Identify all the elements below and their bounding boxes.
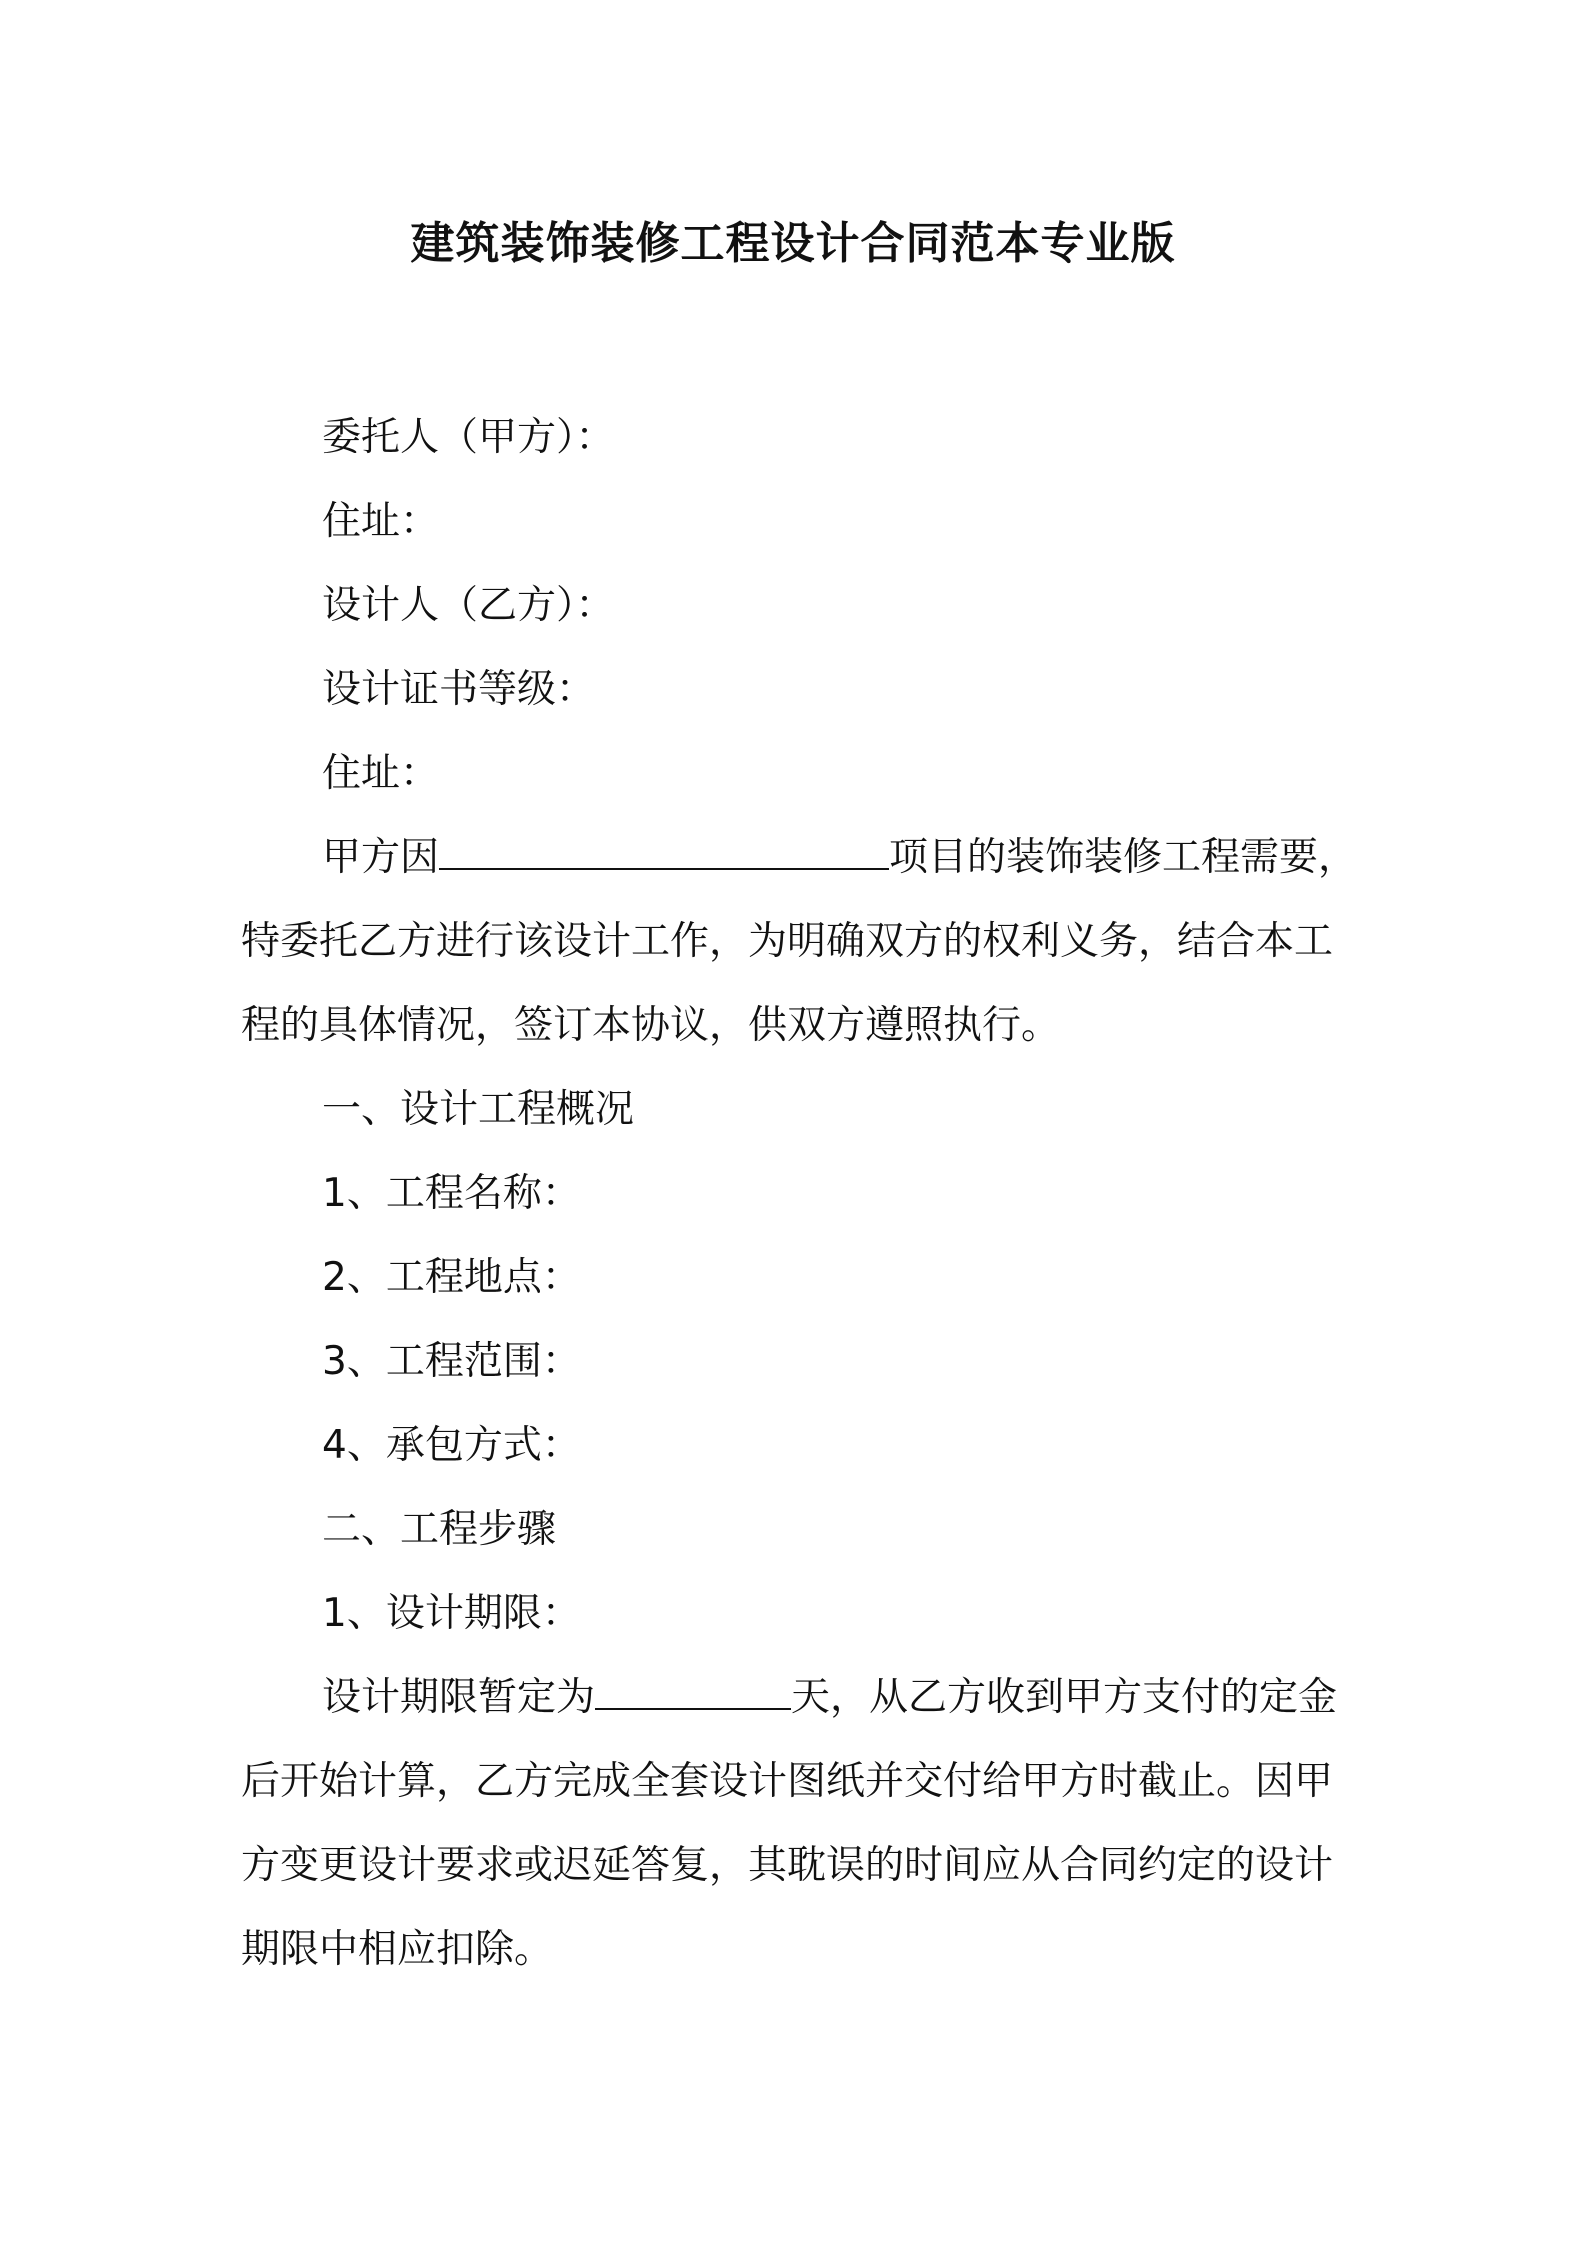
section-1-item-1: 1、工程名称： <box>322 1171 581 1216</box>
term-para-line-3: 方变更设计要求或迟延答复，其耽误的时间应从合同约定的设计 <box>241 1843 1334 1888</box>
intro-line-1 <box>322 830 1357 886</box>
section-1-heading: 一、设计工程概况 <box>322 1087 635 1132</box>
party-b-address-label: 住址： <box>322 751 440 796</box>
intro-line-2: 特委托乙方进行该设计工作，为明确双方的权利义务，结合本工 <box>241 919 1334 964</box>
document-title: 建筑装饰装修工程设计合同范本专业版 <box>410 218 1176 269</box>
intro-lead: 甲方因 <box>322 835 440 880</box>
term-para-line-4: 期限中相应扣除。 <box>241 1927 554 1972</box>
section-2-heading: 二、工程步骤 <box>322 1507 557 1552</box>
intro-after-blank: 项目的装饰装修工程需要， <box>889 835 1358 880</box>
party-a-label: 委托人（甲方）： <box>322 415 615 460</box>
days-blank <box>595 1672 791 1710</box>
term-para-line-1 <box>322 1670 1337 1726</box>
party-a-address-label: 住址： <box>322 499 440 544</box>
party-b-label: 设计人（乙方）： <box>322 583 615 628</box>
section-1-item-2: 2、工程地点： <box>322 1255 581 1300</box>
term-after-blank: 天，从乙方收到甲方支付的定金 <box>791 1675 1338 1720</box>
intro-line-3: 程的具体情况，签订本协议，供双方遵照执行。 <box>241 1003 1061 1048</box>
term-lead: 设计期限暂定为 <box>322 1675 596 1720</box>
party-b-cert-label: 设计证书等级： <box>322 667 596 712</box>
section-1-item-4: 4、承包方式： <box>322 1423 581 1468</box>
project-name-blank <box>439 832 889 870</box>
section-2-item-1: 1、设计期限： <box>322 1591 581 1636</box>
section-1-item-3: 3、工程范围： <box>322 1339 581 1384</box>
term-para-line-2: 后开始计算，乙方完成全套设计图纸并交付给甲方时截止。因甲 <box>241 1759 1334 1804</box>
